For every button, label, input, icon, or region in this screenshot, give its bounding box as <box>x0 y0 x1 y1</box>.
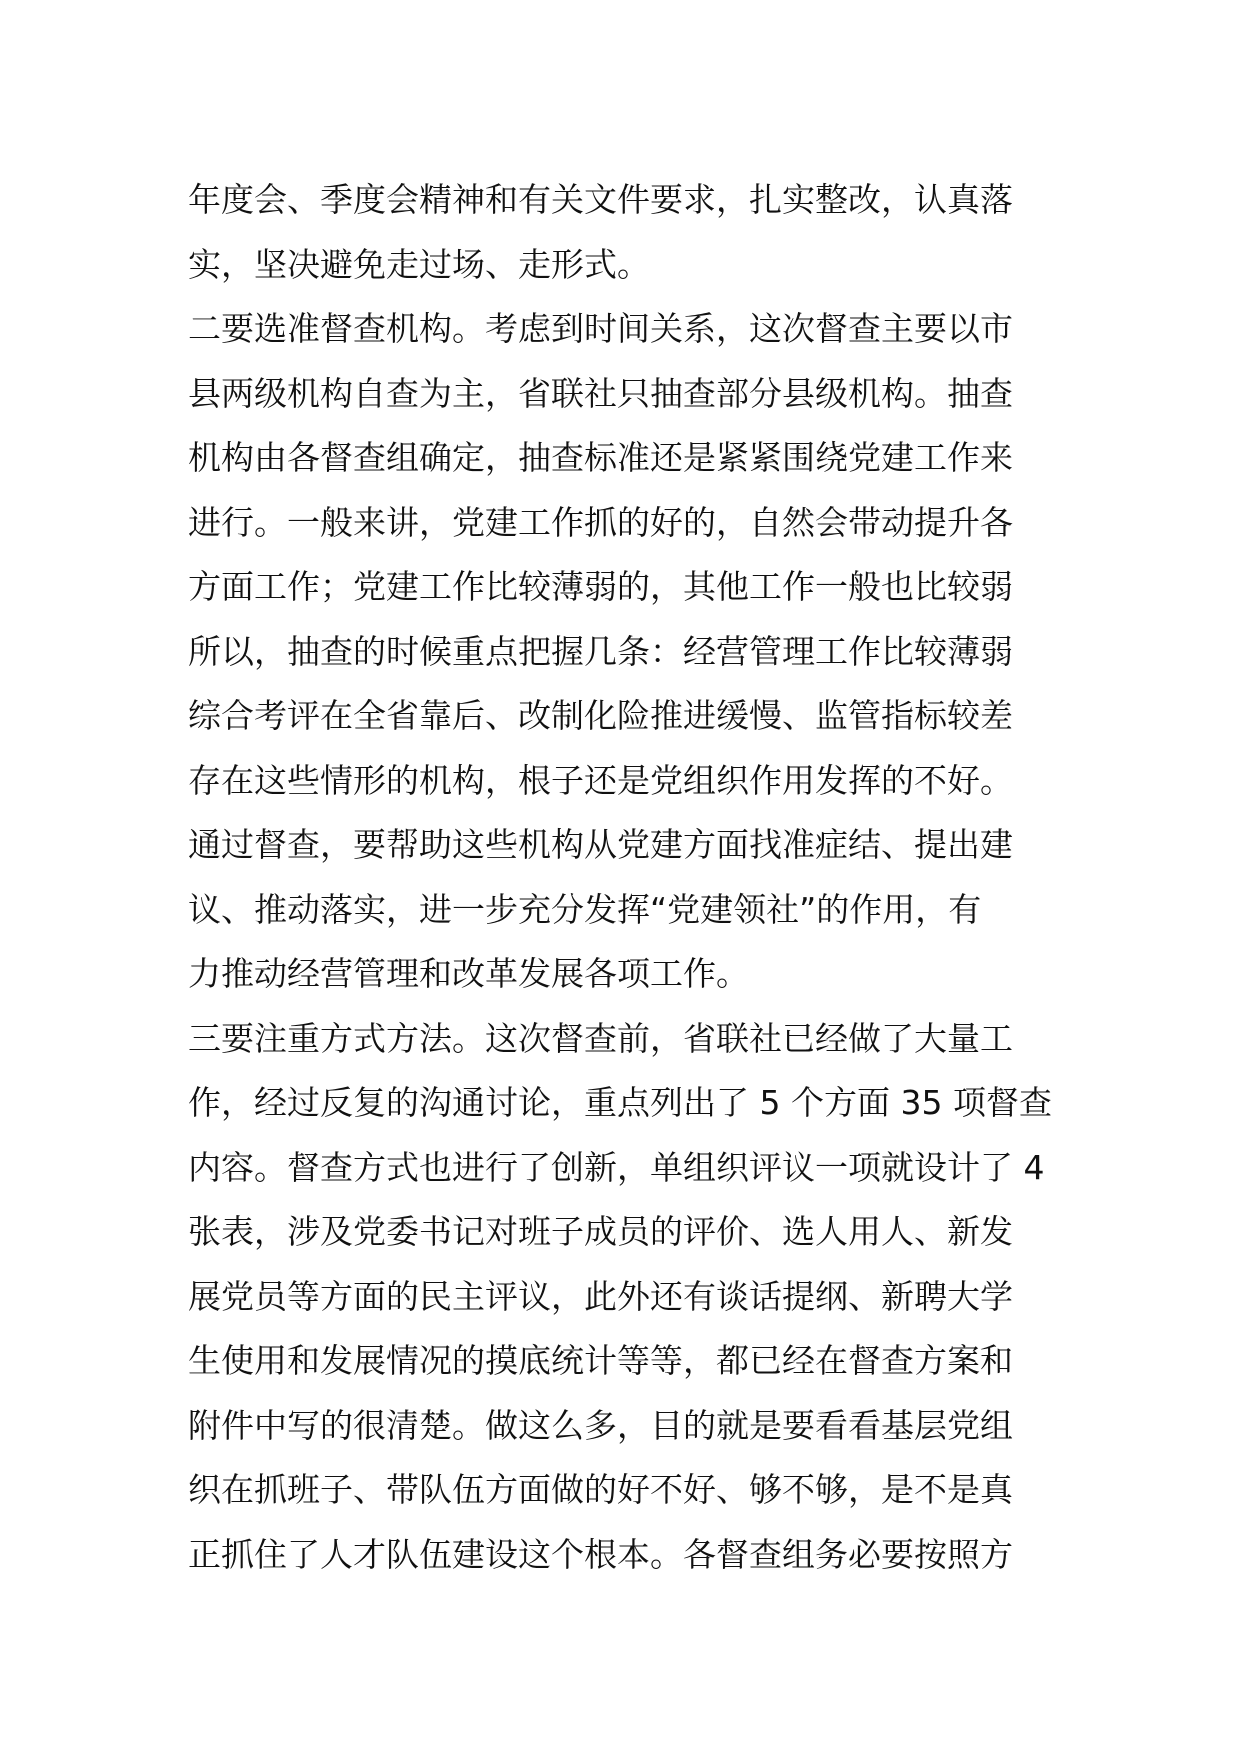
text-line: 议、推动落实，进一步充分发挥“党建领社”的作用，有 <box>188 889 982 929</box>
text-line: 展党员等方面的民主评议，此外还有谈话提纲、新聘大学 <box>188 1276 1013 1316</box>
text-line: 所以，抽查的时候重点把握几条：经营管理工作比较薄弱 <box>188 631 1013 671</box>
text-line: 正抓住了人才队伍建设这个根本。各督查组务必要按照方 <box>188 1534 1013 1574</box>
text-line: 织在抓班子、带队伍方面做的好不好、够不够，是不是真 <box>188 1470 1013 1509</box>
text-line: 三要注重方式方法。这次督查前，省联社已经做了大量工 <box>188 1018 1013 1058</box>
body-text <box>188 168 1068 1587</box>
text-line: 内容。督查方式也进行了创新，单组织评议一项就设计了 4 <box>188 1147 1045 1187</box>
text-line: 张表，涉及党委书记对班子成员的评价、选人用人、新发 <box>188 1212 1013 1251</box>
text-line: 通过督查，要帮助这些机构从党建方面找准症结、提出建 <box>188 825 1013 864</box>
text-line: 作，经过反复的沟通讨论，重点列出了 5 个方面 35 项督查 <box>188 1083 1052 1122</box>
text-line: 实，坚决避免走过场、走形式。 <box>188 244 650 284</box>
text-line: 年度会、季度会精神和有关文件要求，扎实整改，认真落 <box>188 180 1013 219</box>
text-line: 进行。一般来讲，党建工作抓的好的，自然会带动提升各 <box>188 502 1013 542</box>
text-line: 生使用和发展情况的摸底统计等等，都已经在督查方案和 <box>188 1341 1013 1380</box>
text-line: 二要选准督查机构。考虑到时间关系，这次督查主要以市 <box>188 309 1013 348</box>
text-line: 附件中写的很清楚。做这么多，目的就是要看看基层党组 <box>188 1405 1013 1445</box>
text-line: 力推动经营管理和改革发展各项工作。 <box>188 954 749 993</box>
text-line: 方面工作；党建工作比较薄弱的，其他工作一般也比较弱 <box>188 567 1013 606</box>
text-line: 县两级机构自查为主，省联社只抽查部分县级机构。抽查 <box>188 373 1013 413</box>
text-line: 机构由各督查组确定，抽查标准还是紧紧围绕党建工作来 <box>188 438 1013 477</box>
text-line: 存在这些情形的机构，根子还是党组织作用发挥的不好。 <box>188 760 1013 800</box>
text-line: 综合考评在全省靠后、改制化险推进缓慢、监管指标较差 <box>188 696 1013 735</box>
